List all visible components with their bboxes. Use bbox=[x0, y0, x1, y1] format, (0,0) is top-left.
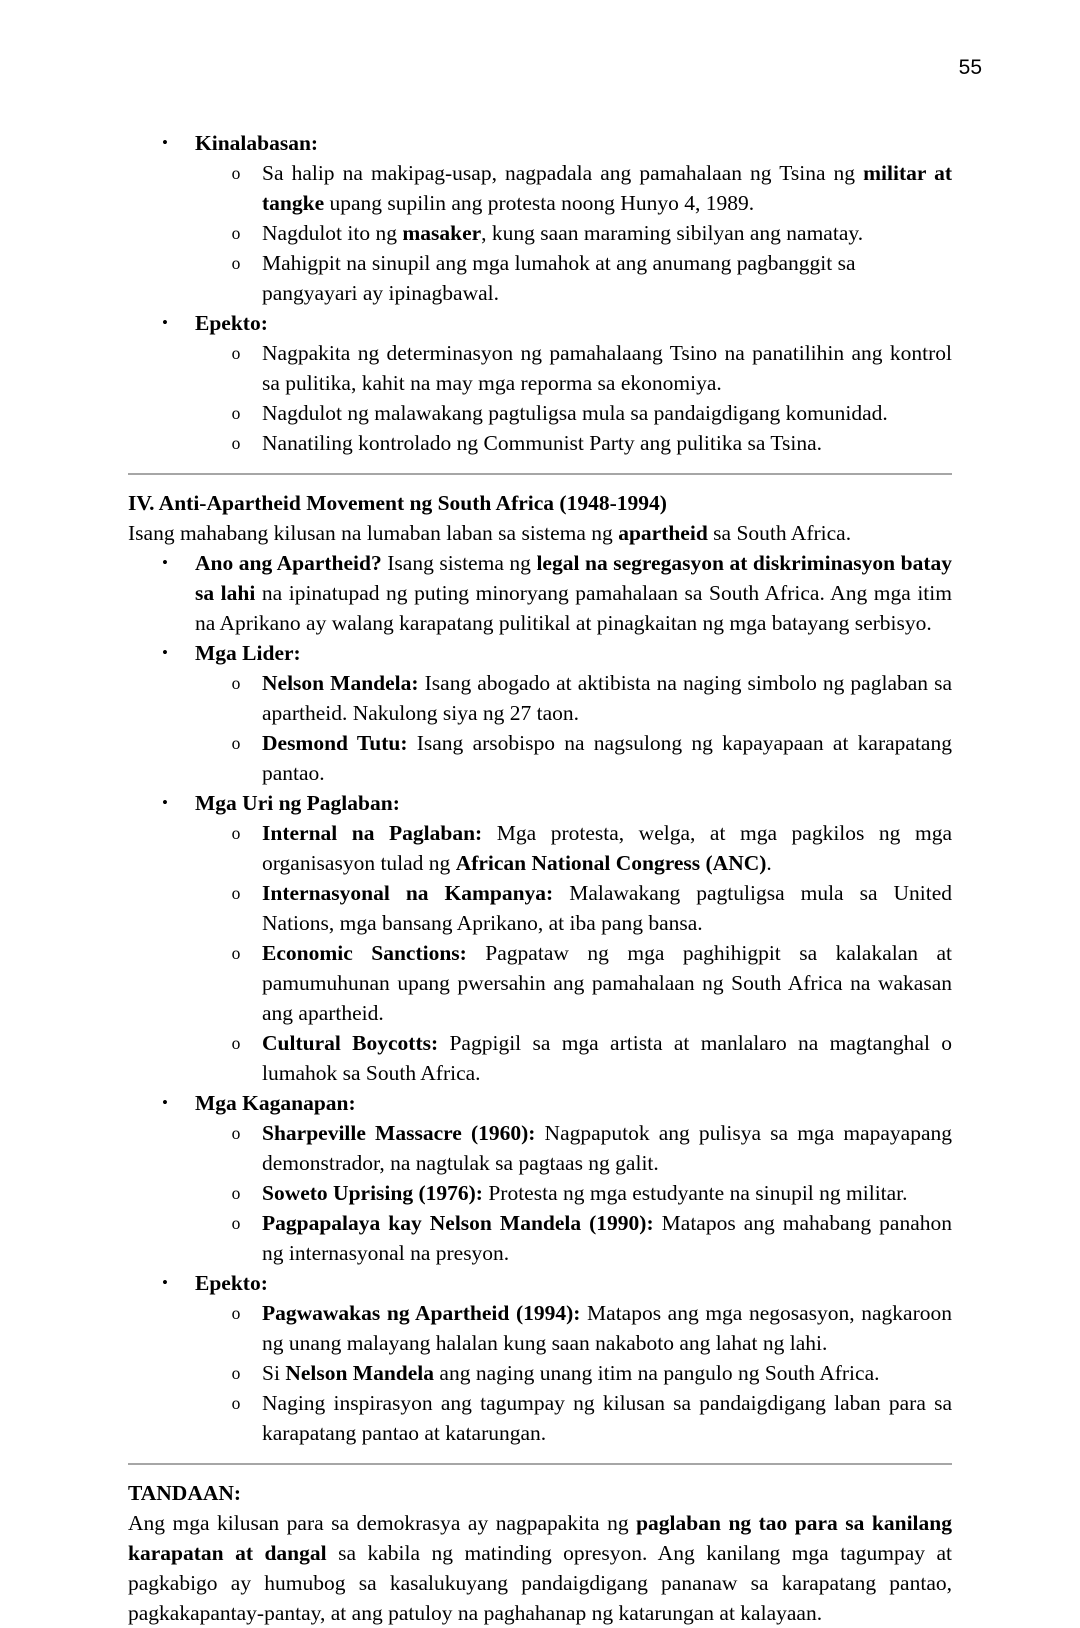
bullet-circle-icon: o bbox=[231, 1393, 241, 1413]
text-bold: Soweto Uprising (1976): bbox=[262, 1181, 483, 1205]
list-item-label bbox=[195, 308, 952, 338]
list-item-text: Naging inspirasyon ang tagumpay ng kilusan sa pandaigdigang laban para sa karapatang pantao at katarungan. bbox=[262, 1391, 952, 1445]
text-bold: Desmond Tutu: bbox=[262, 731, 408, 755]
text-pre: Isang mahabang kilusan na lumaban laban sa sistema ng bbox=[128, 521, 619, 545]
text-bold: masaker bbox=[402, 221, 482, 245]
bullet-circle-icon: o bbox=[231, 673, 241, 693]
bullet-disc-icon: • bbox=[162, 793, 168, 812]
text-body: Mga protesta, welga, at mga pagkilos ng mga organisasyon tulad ng bbox=[262, 821, 952, 875]
list-item bbox=[195, 878, 952, 938]
list-item-text: Nagdulot ng malawakang pagtuligsa mula sa pandaigdigang komunidad. bbox=[262, 401, 888, 425]
epekto-label: Epekto: bbox=[195, 1271, 268, 1295]
list-item bbox=[195, 1298, 952, 1358]
list-item bbox=[195, 218, 952, 248]
list-level1-apartheid bbox=[128, 548, 952, 1448]
bullet-circle-icon: o bbox=[231, 1363, 241, 1383]
spacer bbox=[128, 1465, 952, 1478]
bullet-circle-icon: o bbox=[231, 253, 241, 273]
list-item bbox=[195, 1178, 952, 1208]
page-content bbox=[128, 128, 952, 1628]
list-item-text bbox=[195, 548, 952, 638]
list-item-text bbox=[262, 158, 952, 218]
text-bold: Economic Sanctions: bbox=[262, 941, 467, 965]
list-item-text: Nagpakita ng determinasyon ng pamahalaang Tsino na panatilihin ang kontrol sa pulitika, kahit na may mga reporma sa ekonomiya. bbox=[262, 341, 952, 395]
spacer bbox=[128, 458, 952, 473]
list-item-text bbox=[262, 1178, 952, 1208]
list-item-label bbox=[195, 128, 952, 158]
list-item-text bbox=[262, 728, 952, 788]
text-pre: Si bbox=[262, 1361, 286, 1385]
bullet-disc-icon: • bbox=[162, 313, 168, 332]
tandaan-heading: TANDAAN: bbox=[128, 1481, 242, 1505]
list-item-text bbox=[262, 1358, 952, 1388]
bullet-circle-icon: o bbox=[231, 883, 241, 903]
list-item bbox=[195, 248, 952, 308]
bullet-circle-icon: o bbox=[231, 223, 241, 243]
mga-uri-label: Mga Uri ng Paglaban: bbox=[195, 791, 400, 815]
list-item-kinalabasan bbox=[128, 128, 952, 308]
list-item-mga-lider bbox=[128, 638, 952, 788]
text-bold: legal na segregasyon at diskriminasyon batay sa lahi bbox=[195, 551, 953, 605]
section-tandaan bbox=[128, 1478, 952, 1628]
list-item bbox=[195, 938, 952, 1028]
list-item-epekto-apartheid bbox=[128, 1268, 952, 1448]
bullet-circle-icon: o bbox=[231, 1303, 241, 1323]
section-intro bbox=[128, 518, 952, 548]
text-post: upang supilin ang protesta noong Hunyo 4, 1989. bbox=[324, 191, 755, 215]
list-level2-mga-lider bbox=[195, 668, 952, 788]
text-bold: Sharpeville Massacre (1960): bbox=[262, 1121, 536, 1145]
text-pre: Isang sistema ng bbox=[381, 551, 537, 575]
list-level1-tiananmen bbox=[128, 128, 952, 458]
bullet-disc-icon: • bbox=[162, 133, 168, 152]
text-bold: Cultural Boycotts: bbox=[262, 1031, 439, 1055]
text-bold-question: Ano ang Apartheid? bbox=[195, 551, 382, 575]
text-post: ang naging unang itim na pangulo ng South Africa. bbox=[434, 1361, 880, 1385]
list-item bbox=[195, 398, 952, 428]
list-level2-kinalabasan bbox=[195, 158, 952, 308]
bullet-circle-icon: o bbox=[231, 823, 241, 843]
bullet-circle-icon: o bbox=[231, 733, 241, 753]
bullet-circle-icon: o bbox=[231, 403, 241, 423]
list-item bbox=[195, 668, 952, 728]
list-item bbox=[195, 818, 952, 878]
text-pre: Ang mga kilusan para sa demokrasya ay nagpapakita ng bbox=[128, 1511, 637, 1535]
spacer bbox=[128, 1448, 952, 1463]
list-item-text bbox=[262, 1298, 952, 1358]
bullet-disc-icon: • bbox=[162, 1273, 168, 1292]
list-item-text bbox=[262, 1208, 952, 1268]
list-level2-mga-kaganapan bbox=[195, 1118, 952, 1268]
bullet-circle-icon: o bbox=[231, 943, 241, 963]
text-post: na ipinatupad ng puting minoryang pamahalaan sa South Africa. Ang mga itim na Aprikano ay walang karapatang pulitikal at pinagkaitan ng mga batayang serbisyo. bbox=[195, 581, 952, 635]
text-bold: Pagpapalaya kay Nelson Mandela (1990): bbox=[262, 1211, 654, 1235]
mga-lider-label: Mga Lider: bbox=[195, 641, 301, 665]
list-item-label bbox=[195, 1268, 952, 1298]
text-body: Matapos ang mahabang panahon ng internasyonal na presyon. bbox=[262, 1211, 952, 1265]
list-item-mga-uri-ng-paglaban bbox=[128, 788, 952, 1088]
text-body: Isang arsobispo na nagsulong ng kapayapaan at karapatang pantao. bbox=[262, 731, 952, 785]
list-item bbox=[195, 158, 952, 218]
list-item-text bbox=[262, 668, 952, 728]
bullet-circle-icon: o bbox=[231, 1123, 241, 1143]
list-item-label bbox=[195, 788, 952, 818]
list-item-text bbox=[262, 818, 952, 878]
text-body: Nagpaputok ang pulisya sa mga mapayapang demonstrador, na nagtulak sa pagtaas ng galit. bbox=[262, 1121, 952, 1175]
spacer bbox=[128, 475, 952, 488]
list-item bbox=[195, 1388, 952, 1448]
section-heading: IV. Anti-Apartheid Movement ng South Africa (1948-1994) bbox=[128, 491, 667, 515]
list-level2-mga-uri bbox=[195, 818, 952, 1088]
text-pre: Nagdulot ito ng bbox=[262, 221, 403, 245]
list-item bbox=[195, 428, 952, 458]
mga-kaganapan-label: Mga Kaganapan: bbox=[195, 1091, 356, 1115]
text-body: Protesta ng mga estudyante na sinupil ng militar. bbox=[482, 1181, 908, 1205]
text-bold: paglaban ng tao para sa kanilang karapatan at dangal bbox=[128, 1511, 952, 1565]
list-item-text: Nanatiling kontrolado ng Communist Party ang pulitika sa Tsina. bbox=[262, 431, 823, 455]
list-item bbox=[195, 1028, 952, 1088]
list-item bbox=[195, 1208, 952, 1268]
list-item bbox=[195, 338, 952, 398]
text-bold: Nelson Mandela bbox=[285, 1361, 435, 1385]
list-item-epekto-tiananmen bbox=[128, 308, 952, 458]
list-item-ano-ang-apartheid bbox=[128, 548, 952, 638]
list-item-mga-kaganapan bbox=[128, 1088, 952, 1268]
text-body: Pagpataw ng mga paghihigpit sa kalakalan at pamumuhunan upang pwersahin ang pamahalaan ng South Africa na wakasan ang apartheid. bbox=[262, 941, 952, 1025]
text-bold: militar at tangke bbox=[262, 161, 952, 215]
list-level2-epekto-apartheid bbox=[195, 1298, 952, 1448]
section-tiananmen bbox=[128, 128, 952, 458]
text-post: sa South Africa. bbox=[707, 521, 852, 545]
text-bold-anc: African National Congress (ANC) bbox=[455, 851, 767, 875]
bullet-circle-icon: o bbox=[231, 1183, 241, 1203]
bullet-circle-icon: o bbox=[231, 163, 241, 183]
bullet-circle-icon: o bbox=[231, 343, 241, 363]
text-bold: Pagwawakas ng Apartheid (1994): bbox=[262, 1301, 581, 1325]
list-item-label bbox=[195, 1088, 952, 1118]
text-bold: Nelson Mandela: bbox=[262, 671, 419, 695]
text-body: Pagpigil sa mga artista at manlalaro na magtanghal o lumahok sa South Africa. bbox=[262, 1031, 952, 1085]
tandaan-body bbox=[128, 1508, 952, 1628]
list-level2-epekto-tiananmen bbox=[195, 338, 952, 458]
list-item-text bbox=[262, 938, 952, 1028]
bullet-disc-icon: • bbox=[162, 1093, 168, 1112]
kinalabasan-label: Kinalabasan: bbox=[195, 131, 319, 155]
text-bold: Internasyonal na Kampanya: bbox=[262, 881, 554, 905]
list-item bbox=[195, 1118, 952, 1178]
list-item bbox=[195, 728, 952, 788]
text-bold: apartheid bbox=[618, 521, 708, 545]
text-post: Matapos ang mga negosasyon, nagkaroon ng unang malayang halalan kung saan nakaboto ang lahat ng lahi. bbox=[262, 1301, 952, 1355]
epekto-label: Epekto: bbox=[195, 311, 268, 335]
list-item-text bbox=[262, 218, 952, 248]
list-item bbox=[195, 1358, 952, 1388]
text-body: Isang abogado at aktibista na naging simbolo ng paglaban sa apartheid. Nakulong siya ng 27 taon. bbox=[262, 671, 953, 725]
text-pre: Sa halip na makipag-usap, nagpadala ang pamahalaan ng Tsina ng bbox=[262, 161, 864, 185]
section-apartheid bbox=[128, 488, 952, 1448]
bullet-circle-icon: o bbox=[231, 433, 241, 453]
text-body: Malawakang pagtuligsa mula sa United Nations, mga bansang Aprikano, at iba pang bansa. bbox=[262, 881, 952, 935]
bullet-circle-icon: o bbox=[231, 1213, 241, 1233]
bullet-circle-icon: o bbox=[231, 1033, 241, 1053]
list-item-label bbox=[195, 638, 952, 668]
list-item-text bbox=[262, 1118, 952, 1178]
text-post: , kung saan maraming sibilyan ang namatay. bbox=[481, 221, 864, 245]
page-number: 55 bbox=[958, 56, 982, 79]
list-item-text bbox=[262, 1028, 952, 1088]
text-post: sa kabila ng matinding opresyon. Ang kanilang mga tagumpay at pagkabigo ay humubog sa kasalukuyang pandaigdigang pananaw sa karapatang pantao, pagkakapantay-pantay, at ang patuloy na paghahanap ng katarungan at kalayaan. bbox=[128, 1541, 953, 1625]
list-item-text bbox=[262, 878, 952, 938]
text-bold: Internal na Paglaban: bbox=[262, 821, 483, 845]
bullet-disc-icon: • bbox=[162, 553, 168, 572]
bullet-disc-icon: • bbox=[162, 643, 168, 662]
text-tail: . bbox=[766, 851, 772, 875]
list-item-text: Mahigpit na sinupil ang mga lumahok at ang anumang pagbanggit sa pangyayari ay ipinagbawal. bbox=[262, 251, 856, 305]
